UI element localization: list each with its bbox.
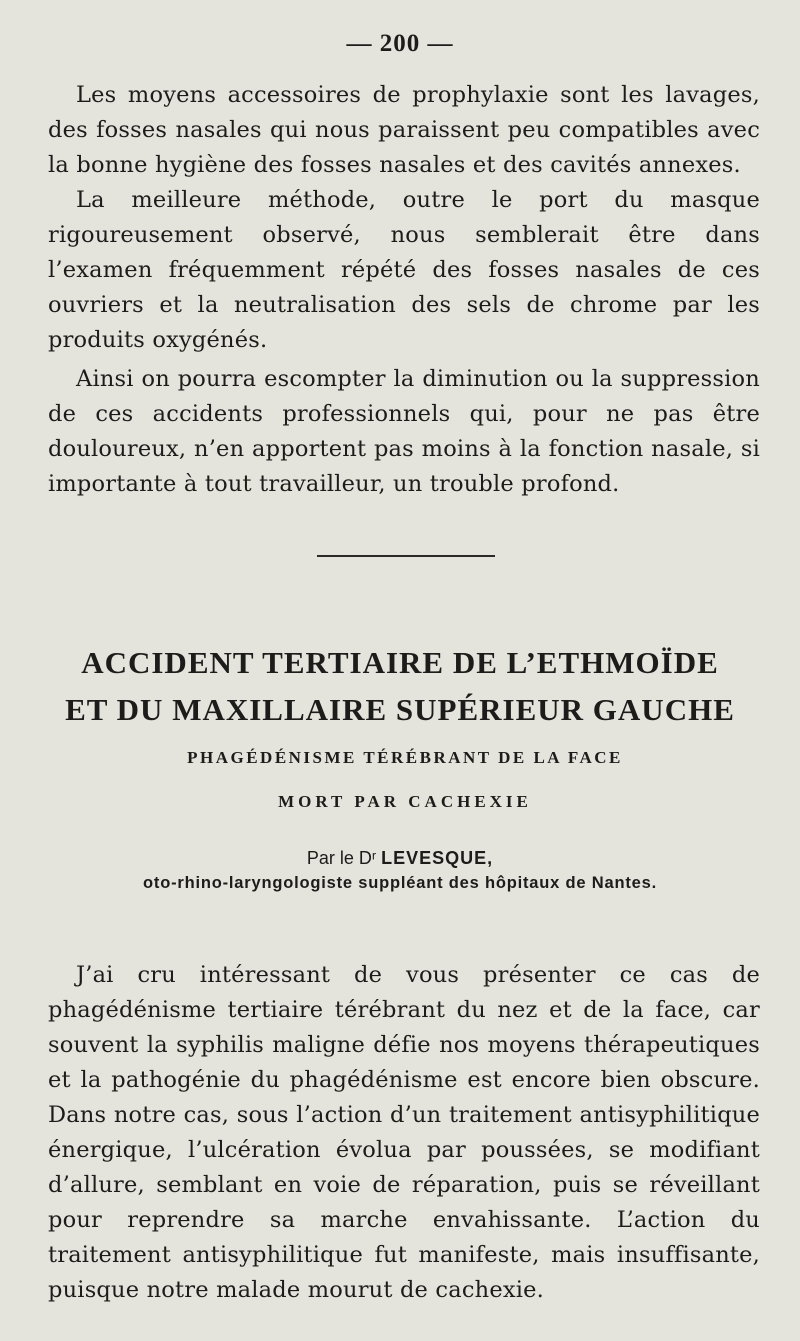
author-affiliation: oto-rhino-laryngologiste suppléant des hôpitaux de Nantes. xyxy=(143,874,657,892)
author-name: LEVESQUE, xyxy=(381,848,494,868)
byline xyxy=(0,848,800,869)
article-title-line-1: ACCIDENT TERTIAIRE DE L’ETHMOÏDE xyxy=(81,645,719,680)
article-subtitle-1: PHAGÉDÉNISME TÉRÉBRANT DE LA FACE xyxy=(187,748,623,767)
section-divider xyxy=(317,555,495,557)
paragraph-best-method: La meilleure méthode, outre le port du masque rigoureusement observé, nous semblerait être dans l’examen fréquemment répété des fosses nasales de ces ouvriers et la neutralisation des sels de chrome par les produits oxygénés. xyxy=(48,187,760,353)
article-body-paragraph: J’ai cru intéressant de vous présenter ce cas de phagédénisme tertiaire térébrant du nez et de la face, car souvent la syphilis maligne défie nos moyens thérapeutiques et la pathogénie du phagédénisme est encore bien obscure. Dans notre cas, sous l’action d’un traitement antisyphilitique énergique, l’ulcération évolua par poussées, se modifiant d’allure, semblant en voie de réparation, puis se réveillant pour reprendre sa marche envahissante. L’action du traitement antisyphilitique fut manifeste, mais insuffisante, puisque notre malade mourut de cachexie. xyxy=(48,962,760,1303)
article-subtitle-2: MORT PAR CACHEXIE xyxy=(278,792,532,811)
page-number: — 200 — xyxy=(346,30,454,57)
article-title-line-2: ET DU MAXILLAIRE SUPÉRIEUR GAUCHE xyxy=(65,692,735,727)
byline-prefix: Par le Dʳ xyxy=(306,848,382,868)
paragraph-prophylaxis-means: Les moyens accessoires de prophylaxie sont les lavages, des fosses nasales qui nous paraissent peu compatibles avec la bonne hygiène des fosses nasales et des cavités annexes. xyxy=(48,82,760,178)
paragraph-conclusion: Ainsi on pourra escompter la diminution ou la suppression de ces accidents professionnels qui, pour ne pas être douloureux, n’en apportent pas moins à la fonction nasale, si importante à tout travailleur, un trouble profond. xyxy=(48,366,760,497)
